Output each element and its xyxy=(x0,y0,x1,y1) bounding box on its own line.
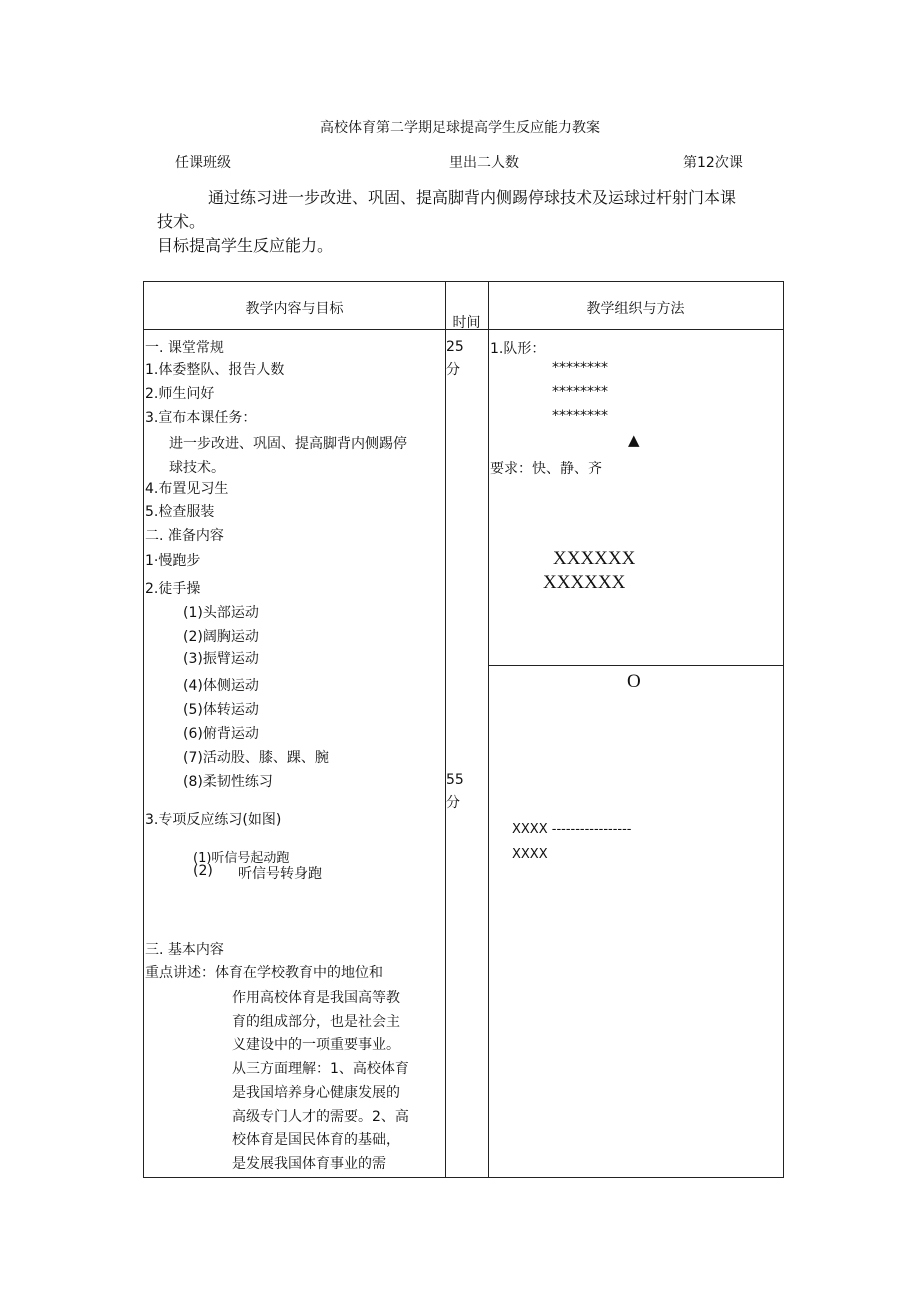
content-line: 二. 准备内容 xyxy=(145,528,224,544)
time-value: 25 xyxy=(446,339,464,355)
lesson-table xyxy=(143,281,784,1178)
content-line: 2.师生问好 xyxy=(145,386,215,402)
content-line: 5.检查服装 xyxy=(145,504,215,520)
content-line: 三. 基本内容 xyxy=(145,942,224,958)
content-line: 作用高校体育是我国高等教 xyxy=(232,990,400,1006)
content-line: 义建设中的一项重要事业。 xyxy=(232,1037,400,1053)
header-time: 时间 xyxy=(452,315,481,331)
drill-row: XXXX xyxy=(512,847,548,862)
content-line: 1.体委整队、报告人数 xyxy=(145,362,285,378)
content-line: (3)振臂运动 xyxy=(183,651,259,667)
content-line: (6)俯背运动 xyxy=(183,726,259,742)
lesson-number: 第12次课 xyxy=(683,155,743,171)
time-value: 55 xyxy=(446,772,464,788)
content-line: (4)体侧运动 xyxy=(183,678,259,694)
header-method: 教学组织与方法 xyxy=(586,301,685,317)
content-line: (2)阔胸运动 xyxy=(183,629,259,645)
formation-row: ******** xyxy=(552,360,608,376)
intro-line-1: 通过练习进一步改进、巩固、提高脚背内侧踢停球技术及运球过杆射门本课 xyxy=(208,188,737,207)
content-line: (1)听信号起动跑 xyxy=(193,851,290,866)
formation-label: 1.队形： xyxy=(490,341,546,357)
class-label: 任课班级 xyxy=(175,155,231,171)
intro-line-3: 目标提高学生反应能力。 xyxy=(157,236,334,255)
teacher-marker-icon: ▲ xyxy=(628,431,640,449)
attendance-label: 里出二人数 xyxy=(449,155,519,171)
column-divider xyxy=(445,282,446,1177)
content-line: 1·慢跑步 xyxy=(145,553,201,569)
formation-row: ******** xyxy=(552,408,608,424)
time-unit: 分 xyxy=(446,795,460,811)
content-line: 重点讲述：体育在学校教育中的地位和 xyxy=(145,965,383,981)
content-line: 进一步改进、巩固、提高脚背内侧踢停 xyxy=(169,436,407,452)
content-line: 是我国培养身心健康发展的 xyxy=(232,1085,400,1101)
content-line: (1)头部运动 xyxy=(183,605,259,621)
content-line: (5)体转运动 xyxy=(183,702,259,718)
drill-row: XXXX ----------------- xyxy=(512,822,632,837)
requirement: 要求：快、静、齐 xyxy=(490,461,602,477)
column-divider xyxy=(488,282,489,1177)
content-line: 是发展我国体育事业的需 xyxy=(232,1156,386,1172)
content-line: 高级专门人才的需要。2、高 xyxy=(232,1109,409,1125)
content-line: 球技术。 xyxy=(169,460,225,476)
formation-row: ******** xyxy=(552,384,608,400)
header-content: 教学内容与目标 xyxy=(245,301,344,317)
content-line: 听信号转身跑 xyxy=(238,866,322,882)
time-unit: 分 xyxy=(446,362,460,378)
player-row: XXXXXX xyxy=(543,572,626,593)
content-line: (8)柔韧性练习 xyxy=(183,774,273,790)
content-line: 4.布置见习生 xyxy=(145,481,229,497)
content-line: (2) xyxy=(193,863,213,879)
content-line: 育的组成部分，也是社会主 xyxy=(232,1014,400,1030)
content-line: 2.徒手操 xyxy=(145,581,201,597)
content-line: 3.专项反应练习(如图) xyxy=(145,812,282,828)
method-divider xyxy=(488,665,783,666)
player-row: XXXXXX xyxy=(553,548,636,569)
intro-line-2: 技术。 xyxy=(157,212,206,231)
content-line: 3.宣布本课任务： xyxy=(145,410,257,426)
content-line: 校体育是国民体育的基础， xyxy=(232,1132,400,1148)
content-line: (7)活动股、膝、踝、腕 xyxy=(183,750,329,766)
page-title: 高校体育第二学期足球提高学生反应能力教案 xyxy=(320,120,600,136)
content-line: 一. 课堂常规 xyxy=(145,340,224,356)
circle-marker: O xyxy=(627,671,641,692)
content-line: 从三方面理解：1、高校体育 xyxy=(232,1061,409,1077)
